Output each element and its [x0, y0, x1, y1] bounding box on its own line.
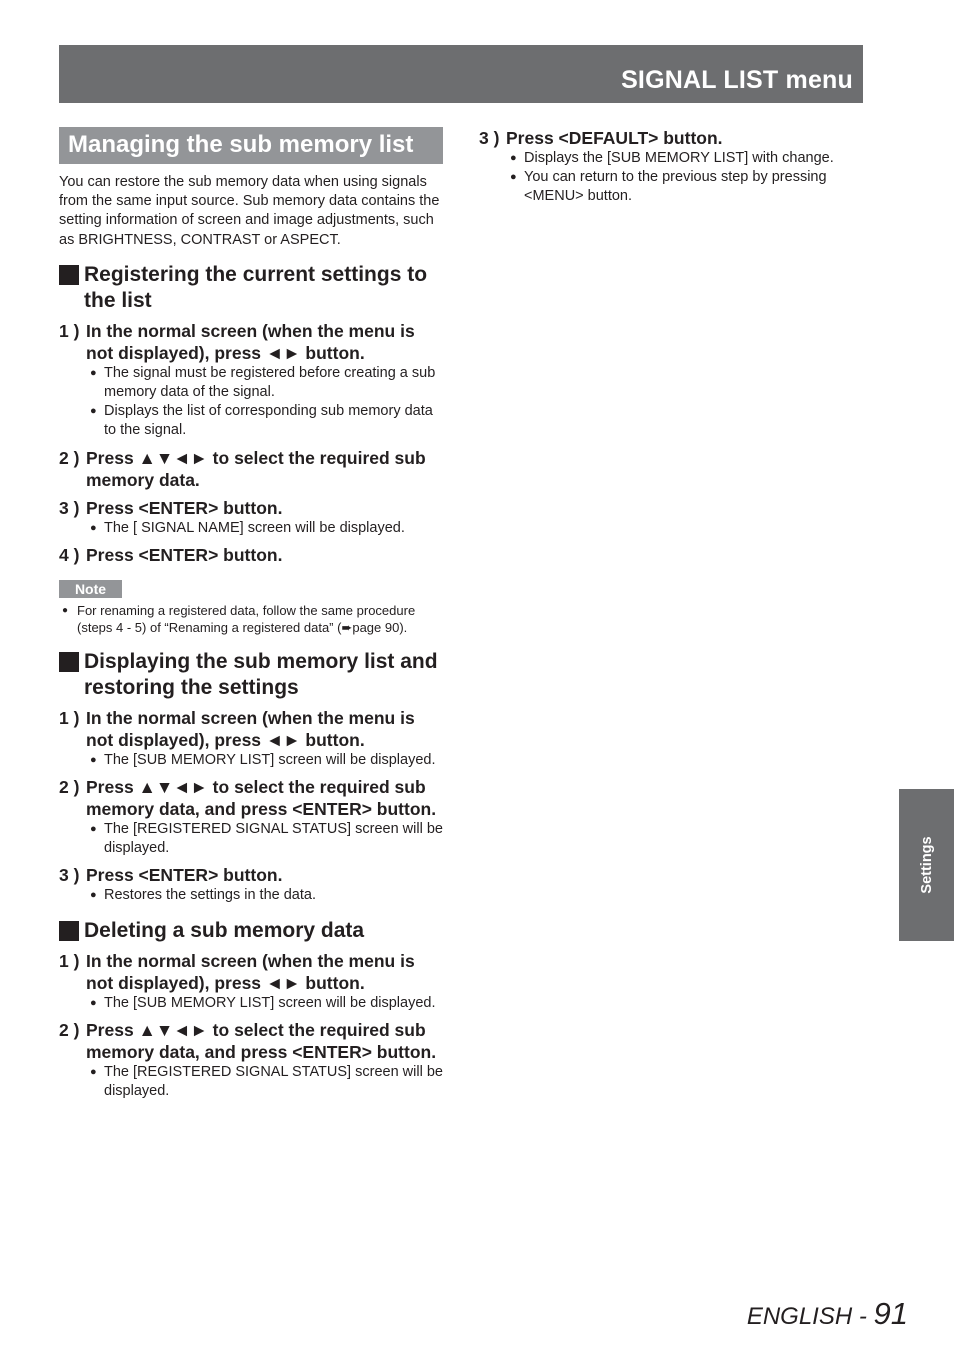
bullet-text: You can return to the previous step by pressing <MENU> button.	[524, 169, 827, 205]
step-text: Press <ENTER> button.	[86, 544, 283, 565]
bullet-icon: ●	[90, 366, 97, 379]
bullet-icon: ●	[510, 171, 517, 184]
step-number: 2 )	[59, 777, 80, 798]
register-step-2	[59, 447, 443, 491]
black-square-icon	[59, 921, 79, 941]
bullet-item	[59, 1063, 443, 1101]
black-square-icon	[59, 265, 79, 285]
step-number: 1 )	[59, 950, 80, 971]
subheading-register	[59, 262, 443, 314]
step-number: 2 )	[59, 447, 80, 468]
step-number: 2 )	[59, 1019, 80, 1040]
subheading-register-text: Registering the current settings to the list	[84, 262, 428, 312]
delete-step-1	[59, 950, 443, 994]
settings-side-tab	[899, 789, 954, 941]
step-number: 1 )	[59, 320, 80, 341]
register-step-4	[59, 544, 443, 566]
step-text: Press ▲▼◄► to select the required sub memory data, and press <ENTER> button.	[86, 777, 437, 820]
register-step-3	[59, 497, 443, 519]
bullet-text: The [REGISTERED SIGNAL STATUS] screen will be displayed.	[104, 1063, 443, 1100]
display-step-1	[59, 707, 443, 751]
bullet-item	[59, 994, 443, 1013]
bullet-icon: ●	[90, 1065, 97, 1078]
bullet-item	[59, 519, 443, 538]
side-tab-label: Settings	[918, 836, 935, 894]
step-text: Press ▲▼◄► to select the required sub memory data, and press <ENTER> button.	[86, 1019, 437, 1062]
bullet-icon: ●	[90, 996, 97, 1009]
subheading-delete-text: Deleting a sub memory data	[84, 918, 365, 942]
delete-step-2	[59, 1019, 443, 1063]
step-number: 4 )	[59, 544, 80, 565]
page-number: 91	[873, 1296, 908, 1331]
step-text: Press <ENTER> button.	[86, 497, 283, 518]
step-number: 3 )	[59, 865, 80, 886]
subheading-display	[59, 649, 443, 701]
bullet-item	[59, 751, 443, 770]
bullet-text: The [SUB MEMORY LIST] screen will be displayed.	[104, 751, 436, 768]
bullet-text: The [SUB MEMORY LIST] screen will be displayed.	[104, 994, 436, 1011]
bullet-icon: ●	[90, 405, 97, 418]
display-step-3	[59, 864, 443, 886]
bullet-icon: ●	[90, 823, 97, 836]
bullet-icon: ●	[62, 604, 69, 616]
step-number: 3 )	[479, 128, 500, 148]
bullet-item	[59, 364, 443, 402]
bullet-item	[479, 168, 864, 206]
note-label: Note	[59, 580, 122, 598]
step-text: Press ▲▼◄► to select the required sub memory data.	[86, 447, 426, 490]
bullet-text: The signal must be registered before creating a sub memory data of the signal.	[104, 364, 436, 401]
bullet-item	[59, 820, 443, 858]
note-body: For renaming a registered data, follow the same procedure (steps 4 - 5) of “Renaming a registered data” (➨page 90).	[77, 602, 416, 636]
register-step-1	[59, 320, 443, 364]
black-square-icon	[59, 652, 79, 672]
left-column	[59, 127, 443, 1101]
default-step-3	[479, 127, 864, 149]
bullet-item	[479, 149, 864, 168]
bullet-text: The [ SIGNAL NAME] screen will be displayed.	[104, 519, 405, 536]
step-text: In the normal screen (when the menu is not displayed), press ◄► button.	[86, 950, 415, 993]
bullet-text: The [REGISTERED SIGNAL STATUS] screen will be displayed.	[104, 821, 443, 857]
section-title: Managing the sub memory list	[59, 127, 443, 164]
bullet-item	[59, 402, 443, 440]
bullet-text: Displays the [SUB MEMORY LIST] with change.	[524, 150, 834, 166]
bullet-icon: ●	[90, 753, 97, 766]
subheading-delete	[59, 918, 443, 944]
footer-language: ENGLISH -	[746, 1303, 874, 1330]
step-number: 3 )	[59, 497, 80, 518]
intro-paragraph: You can restore the sub memory data when using signals from the same input source. Sub memory data contains the setting information of screen and image adjustments, such as BRIGHTNESS, CONTRAST or ASPECT.	[59, 174, 440, 248]
step-number: 1 )	[59, 707, 80, 728]
bullet-icon: ●	[90, 889, 97, 902]
bullet-text: Displays the list of corresponding sub memory data to the signal.	[104, 403, 433, 439]
header-bar	[59, 45, 863, 103]
step-text: In the normal screen (when the menu is not displayed), press ◄► button.	[86, 707, 415, 750]
bullet-icon: ●	[510, 152, 517, 164]
page-header-title: SIGNAL LIST menu	[621, 66, 853, 94]
note-text	[59, 602, 443, 637]
subheading-display-text: Displaying the sub memory list and restoring the settings	[84, 649, 438, 699]
bullet-icon: ●	[90, 521, 97, 534]
step-text: Press <ENTER> button.	[86, 865, 283, 886]
step-text: Press <DEFAULT> button.	[506, 128, 723, 148]
display-step-2	[59, 776, 443, 820]
bullet-item	[59, 886, 443, 905]
page-footer	[747, 1296, 908, 1332]
right-column	[479, 127, 864, 207]
step-text: In the normal screen (when the menu is not displayed), press ◄► button.	[86, 320, 415, 363]
bullet-text: Restores the settings in the data.	[104, 887, 316, 904]
